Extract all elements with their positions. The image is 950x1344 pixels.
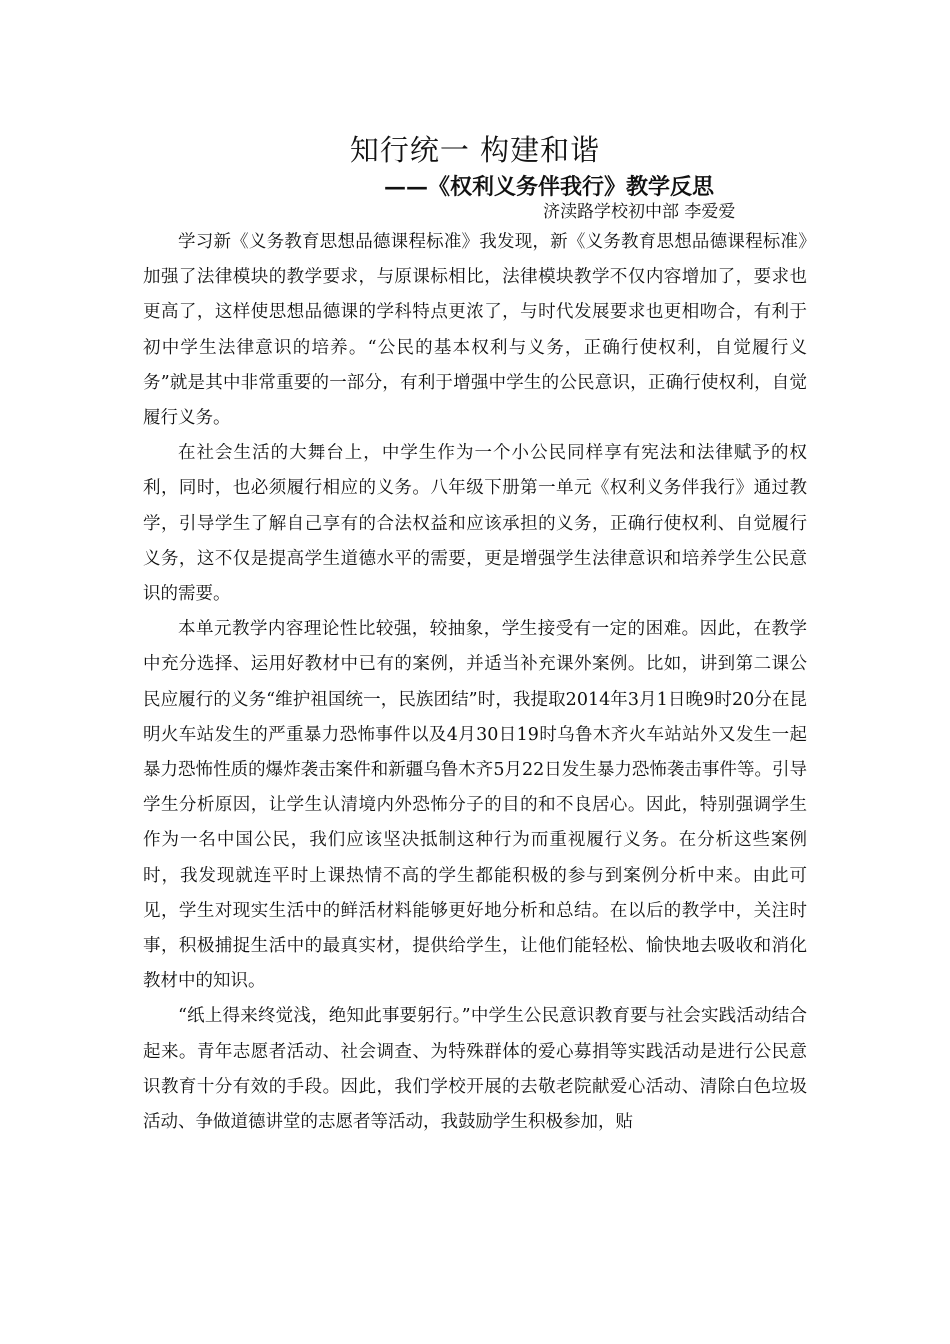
document-body [143, 225, 807, 1140]
document-subtitle: ——《权利义务伴我行》教学反思 [384, 174, 715, 200]
paragraph-2: 在社会生活的大舞台上，中学生作为一个小公民同样享有宪法和法律赋予的权利，同时，也必须履行相应的义务。八年级下册第一单元《权利义务伴我行》通过教学，引导学生了解自己享有的合法权益和应该承担的义务，正确行使权利、自觉履行义务，这不仅是提高学生道德水平的需要，更是增强学生法律意识和培养学生公民意识的需要。 [143, 443, 807, 605]
paragraph-1: 学习新《义务教育思想品德课程标准》我发现，新《义务教育思想品德课程标准》加强了法律模块的教学要求，与原课标相比，法律模块教学不仅内容增加了，要求也更高了，这样使思想品德课的学科特点更浓了，与时代发展要求也更相吻合，有利于初中学生法律意识的培养。“公民的基本权利与义务，正确行使权利，自觉履行义务”就是其中非常重要的一部分，有利于增强中学生的公民意识，正确行使权利，自觉履行义务。 [143, 232, 807, 429]
document-title: 知行统一 构建和谐 [349, 133, 601, 167]
paragraph-3: 本单元教学内容理论性比较强，较抽象，学生接受有一定的困难。因此，在教学中充分选择、运用好教材中已有的案例，并适当补充课外案例。比如，讲到第二课公民应履行的义务“维护祖国统一，民族团结”时，我提取2014年3月1日晚9时20分在昆明火车站发生的严重暴力恐怖事件以及4月30日19时乌鲁木齐火车站站外又发生一起暴力恐怖性质的爆炸袭击案件和新疆乌鲁木齐5月22日发生暴力恐怖袭击事件等。引导学生分析原因，让学生认清境内外恐怖分子的目的和不良居心。因此，特别强调学生作为一名中国公民，我们应该坚决抵制这种行为而重视履行义务。在分析这些案例时，我发现就连平时上课热情不高的学生都能积极的参与到案例分析中来。由此可见，学生对现实生活中的鲜活材料能够更好地分析和总结。在以后的教学中，关注时事，积极捕捉生活中的最真实材，提供给学生，让他们能轻松、愉快地去吸收和消化教材中的知识。 [143, 619, 807, 992]
paragraph-4: “纸上得来终觉浅，绝知此事要躬行。”中学生公民意识教育要与社会实践活动结合起来。青年志愿者活动、社会调查、为特殊群体的爱心募捐等实践活动是进行公民意识教育十分有效的手段。因此，我们学校开展的去敬老院献爱心活动、清除白色垃圾活动、争做道德讲堂的志愿者等活动，我鼓励学生积极参加，贴 [143, 1006, 807, 1133]
author-byline: 济渎路学校初中部 李爱爱 [543, 202, 736, 222]
